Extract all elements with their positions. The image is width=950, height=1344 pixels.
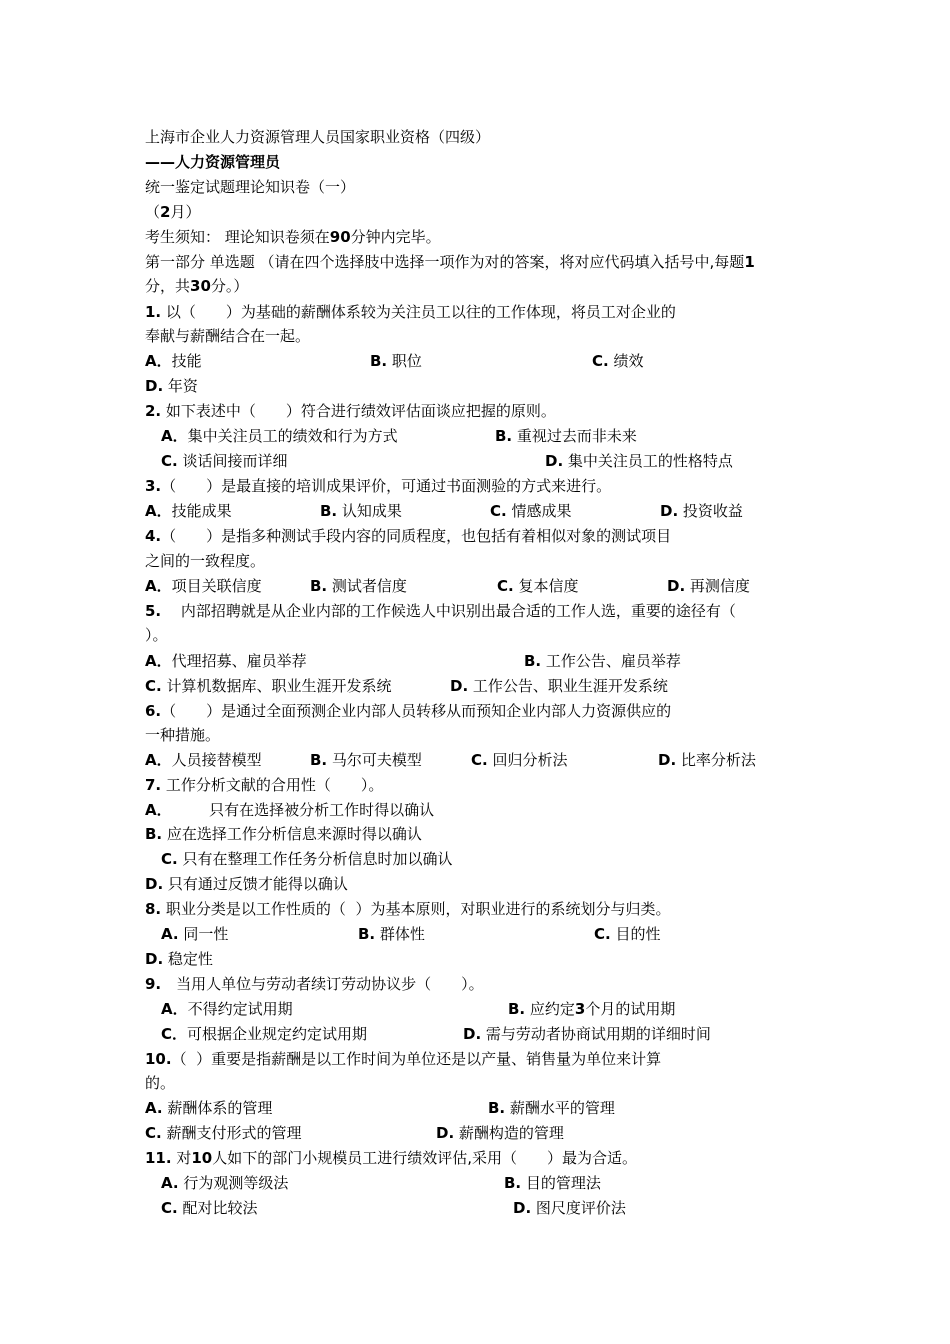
question-1-option-b: B. 职位	[370, 352, 422, 370]
question-4-text-cont: 之间的一致程度。	[145, 552, 266, 570]
question-7-option-c: C. 只有在整理工作任务分析信息时加以确认	[161, 850, 453, 868]
question-9-option-c: C．可根据企业规定约定试用期	[161, 1025, 368, 1043]
question-11-option-c: C. 配对比较法	[161, 1199, 258, 1217]
question-11-option-a: A. 行为观测等级法	[161, 1174, 289, 1192]
question-4-option-b: B. 测试者信度	[310, 577, 407, 595]
question-1-text-cont: 奉献与薪酬结合在一起。	[145, 327, 311, 345]
question-8-option-d: D. 稳定性	[145, 950, 213, 968]
question-1-option-c: C. 绩效	[592, 352, 644, 370]
question-7-text: 7. 工作分析文献的合用性（ ）。	[145, 776, 384, 794]
question-11-text: 11. 对10人如下的部门小规模员工进行绩效评估,采用（ ）最为合适。	[145, 1149, 638, 1167]
question-4-option-d: D. 再测信度	[667, 577, 750, 595]
question-5-text: 5. 内部招聘就是从企业内部的工作候选人中识别出最合适的工作人选，重要的途径有（	[145, 602, 736, 620]
question-11-option-b: B. 目的管理法	[504, 1174, 601, 1192]
question-3-option-d: D. 投资收益	[660, 502, 743, 520]
question-4-option-a: A．项目关联信度	[145, 577, 262, 595]
question-5-option-b: B. 工作公告、雇员举荐	[524, 652, 681, 670]
question-6-option-c: C. 回归分析法	[471, 751, 568, 769]
question-4-text: 4.（ ）是指多种测试手段内容的同质程度，也包括有着相似对象的测试项目	[145, 527, 672, 545]
exam-notice: 考生须知： 理论知识卷须在90分钟内完毕。	[145, 228, 441, 246]
question-10-text: 10.（ ）重要是指薪酬是以工作时间为单位还是以产量、销售量为单位来计算	[145, 1050, 662, 1068]
question-6-option-a: A．人员接替模型	[145, 751, 262, 769]
doc-subtitle: ——人力资源管理员	[145, 153, 281, 171]
question-5-option-c: C. 计算机数据库、职业生涯开发系统	[145, 677, 392, 695]
question-9-option-d: D. 需与劳动者协商试用期的详细时间	[463, 1025, 711, 1043]
exam-month: （2月）	[145, 203, 201, 221]
section-instructions-line2: 分，共30分。）	[145, 277, 249, 295]
question-6-option-d: D. 比率分析法	[658, 751, 756, 769]
question-9-text: 9. 当用人单位与劳动者续订劳动协议步（ ）。	[145, 975, 484, 993]
question-2-option-c: C. 谈话间接而详细	[161, 452, 288, 470]
question-1-option-a: A．技能	[145, 352, 202, 370]
question-10-option-b: B. 薪酬水平的管理	[488, 1099, 615, 1117]
question-3-option-b: B. 认知成果	[320, 502, 402, 520]
question-3-option-c: C. 情感成果	[490, 502, 572, 520]
question-8-text: 8. 职业分类是以工作性质的（ ）为基本原则，对职业进行的系统划分与归类。	[145, 900, 671, 918]
question-1-text: 1. 以（ ）为基础的薪酬体系较为关注员工以往的工作体现，将员工对企业的	[145, 303, 676, 321]
question-4-option-c: C. 复本信度	[497, 577, 579, 595]
question-10-option-d: D. 薪酬构造的管理	[436, 1124, 564, 1142]
question-7-option-d: D. 只有通过反馈才能得以确认	[145, 875, 348, 893]
question-1-option-d: D. 年资	[145, 377, 198, 395]
question-7-option-b: B. 应在选择工作分析信息来源时得以确认	[145, 825, 422, 843]
question-2-text: 2. 如下表述中（ ）符合进行绩效评估面谈应把握的原则。	[145, 402, 556, 420]
question-5-option-a: A．代理招募、雇员举荐	[145, 652, 307, 670]
question-9-option-a: A．不得约定试用期	[161, 1000, 293, 1018]
question-11-option-d: D. 图尺度评价法	[513, 1199, 626, 1217]
question-2-option-b: B. 重视过去而非未来	[495, 427, 637, 445]
question-5-text-cont: ）。	[145, 626, 168, 644]
question-10-option-c: C. 薪酬支付形式的管理	[145, 1124, 302, 1142]
question-8-option-b: B. 群体性	[358, 925, 425, 943]
question-10-option-a: A. 薪酬体系的管理	[145, 1099, 273, 1117]
question-5-option-d: D. 工作公告、职业生涯开发系统	[450, 677, 668, 695]
question-7-option-a: A． 只有在选择被分析工作时得以确认	[145, 801, 435, 819]
question-2-option-a: A．集中关注员工的绩效和行为方式	[161, 427, 398, 445]
question-3-text: 3.（ ）是最直接的培训成果评价，可通过书面测验的方式来进行。	[145, 477, 612, 495]
doc-title: 上海市企业人力资源管理人员国家职业资格（四级）	[145, 128, 491, 146]
question-3-option-a: A．技能成果	[145, 502, 232, 520]
question-9-option-b: B. 应约定3个月的试用期	[508, 1000, 676, 1018]
question-6-text: 6.（ ）是通过全面预测企业内部人员转移从而预知企业内部人力资源供应的	[145, 702, 672, 720]
question-10-text-cont: 的。	[145, 1074, 176, 1092]
question-2-option-d: D. 集中关注员工的性格特点	[545, 452, 733, 470]
question-6-text-cont: 一种措施。	[145, 726, 221, 744]
question-8-option-c: C. 目的性	[594, 925, 661, 943]
question-8-option-a: A. 同一性	[161, 925, 229, 943]
paper-title: 统一鉴定试题理论知识卷（一）	[145, 178, 356, 196]
question-6-option-b: B. 马尔可夫模型	[310, 751, 422, 769]
section-instructions-line1: 第一部分 单选题 （请在四个选择肢中选择一项作为对的答案，将对应代码填入括号中,每题1	[145, 253, 755, 271]
